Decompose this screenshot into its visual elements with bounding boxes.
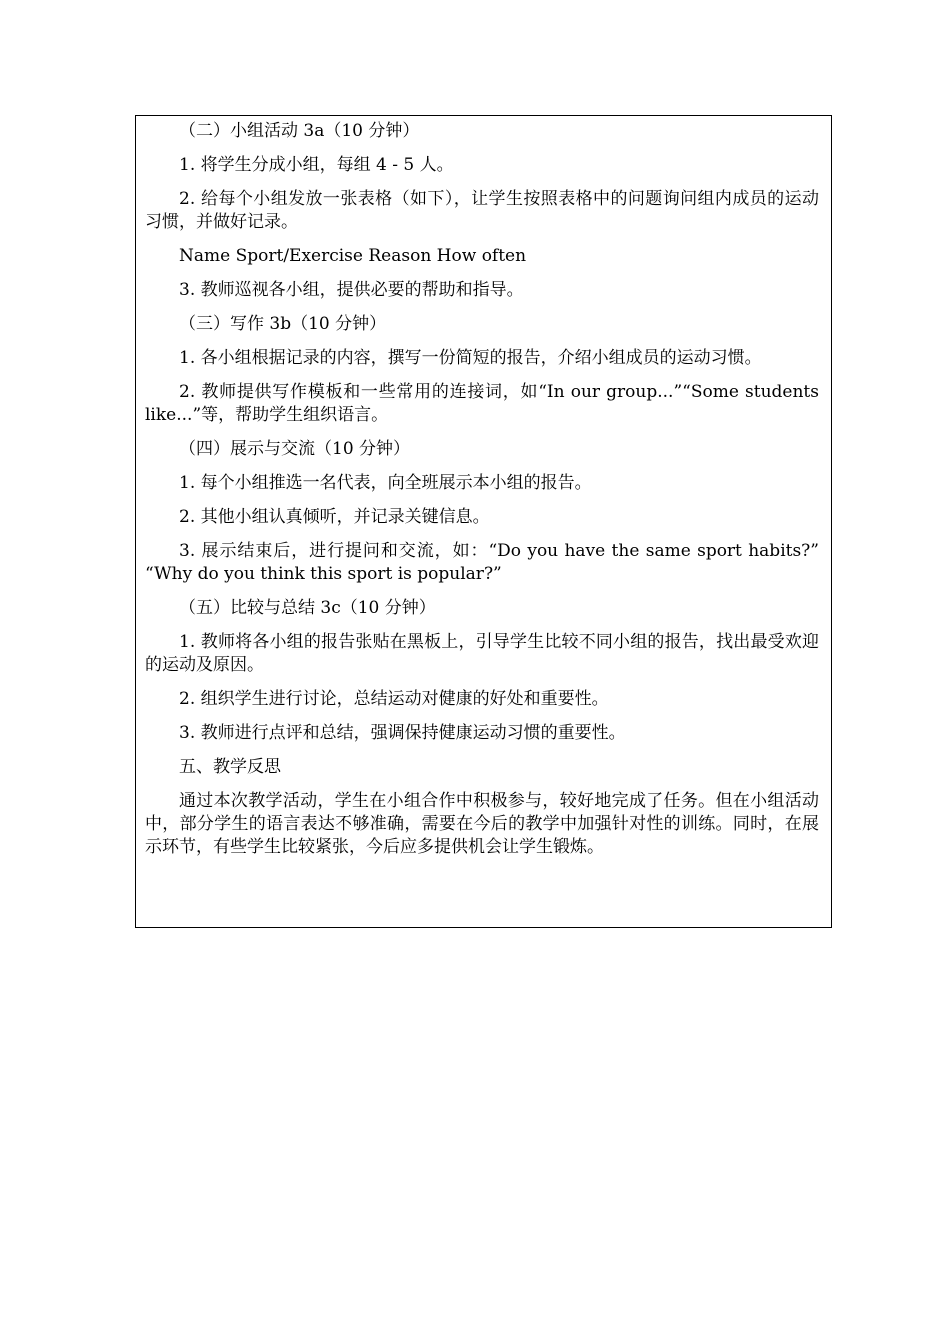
paragraph: 3. 展示结束后，进行提问和交流，如：“Do you have the same sport habits?” “Why do you think this sport is popular?” — [145, 541, 819, 584]
section-heading-group-activity: （二）小组活动 3a（10 分钟） — [179, 121, 420, 141]
paragraph: 1. 各小组根据记录的内容，撰写一份简短的报告，介绍小组成员的运动习惯。 — [179, 348, 762, 368]
paragraph: 3. 教师进行点评和总结，强调保持健康运动习惯的重要性。 — [179, 723, 626, 743]
paragraph: 3. 教师巡视各小组，提供必要的帮助和指导。 — [179, 280, 524, 300]
paragraph: 2. 组织学生进行讨论，总结运动对健康的好处和重要性。 — [179, 689, 609, 709]
section-heading-reflection: 五、教学反思 — [179, 757, 281, 777]
table-header-line: Name Sport/Exercise Reason How often — [179, 246, 527, 266]
paragraph: 2. 教师提供写作模板和一些常用的连接词，如“In our group...”“Some students like...”等，帮助学生组织语言。 — [145, 382, 819, 425]
paragraph: 1. 每个小组推选一名代表，向全班展示本小组的报告。 — [179, 473, 592, 493]
paragraph: 2. 其他小组认真倾听，并记录关键信息。 — [179, 507, 490, 527]
paragraph: 通过本次教学活动，学生在小组合作中积极参与，较好地完成了任务。但在小组活动中，部分学生的语言表达不够准确，需要在今后的教学中加强针对性的训练。同时，在展示环节，有些学生比较紧张，今后应多提供机会让学生锻炼。 — [145, 791, 819, 857]
section-heading-writing: （三）写作 3b（10 分钟） — [179, 314, 387, 334]
paragraph: 2. 给每个小组发放一张表格（如下），让学生按照表格中的问题询问组内成员的运动习惯，并做好记录。 — [145, 189, 819, 232]
content-table-cell — [135, 115, 832, 928]
paragraph: 1. 将学生分成小组，每组 4 - 5 人。 — [179, 155, 454, 175]
paragraph: 1. 教师将各小组的报告张贴在黑板上，引导学生比较不同小组的报告，找出最受欢迎的运动及原因。 — [145, 632, 819, 675]
document-body — [145, 120, 819, 859]
section-heading-presentation: （四）展示与交流（10 分钟） — [179, 439, 411, 459]
section-heading-summary: （五）比较与总结 3c（10 分钟） — [179, 598, 436, 618]
